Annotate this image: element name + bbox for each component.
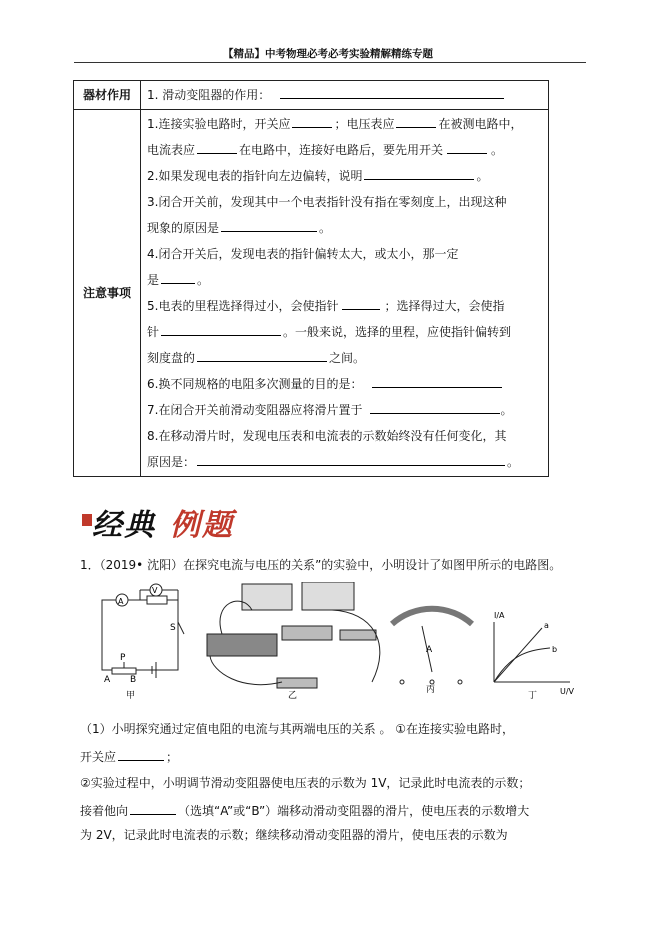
notes-table	[73, 80, 549, 477]
answer-blank[interactable]	[370, 399, 500, 414]
apparatus-yi	[207, 582, 380, 688]
section-title	[82, 500, 242, 542]
answer-blank[interactable]	[396, 113, 436, 128]
section-title-red: 例题	[170, 508, 234, 543]
note-line: 现象的原因是 。	[147, 215, 544, 241]
header-rule	[74, 62, 586, 63]
figure-ding-label: 丁	[528, 691, 538, 701]
note-line: 3.闭合开关前，发现其中一个电表指针没有指在零刻度上，出现这种	[147, 195, 507, 209]
note-line: 4.闭合开关后，发现电表的指针偏转太大，或太小，那一定	[147, 247, 459, 261]
terminal-b-label: B	[130, 675, 137, 685]
terminal-a-label: A	[104, 675, 111, 685]
note-line: 5.电表的里程选择得过小，会使指针 ；选择得过大，会使指	[147, 293, 544, 319]
row-content-equipment: 1. 滑动变阻器的作用：	[141, 81, 549, 110]
answer-blank[interactable]	[161, 269, 195, 284]
question-1-stem: 1．（2019• 沈阳）在探究电流与电压的关系”的实验中，小明设计了如图甲所示的电路图。	[80, 558, 562, 572]
note-line: 7.在闭合开关前滑动变阻器应将滑片置于 。	[147, 397, 544, 423]
answer-blank[interactable]	[447, 139, 487, 154]
answer-blank[interactable]	[130, 800, 176, 815]
note-line: 6.换不同规格的电阻多次测量的目的是：	[147, 371, 544, 397]
note-line: 1.连接实验电路时，开关应 ；电压表应 在被测电路中，	[147, 111, 544, 137]
note-line: 8.在移动滑片时，发现电压表和电流表的示数始终没有任何变化，其	[147, 429, 507, 443]
graph-x-label: U/V	[560, 687, 575, 696]
answer-blank[interactable]	[372, 373, 502, 388]
answer-blank[interactable]	[161, 321, 281, 336]
note-line: 针 。一般来说，选择的里程，应使指针偏转到	[147, 319, 544, 345]
ammeter-symbol-text: A	[118, 597, 124, 606]
answer-blank[interactable]	[342, 295, 380, 310]
switch-label: S	[170, 623, 176, 633]
note-line: 2.如果发现电表的指针向左边偏转，说明 。	[147, 163, 544, 189]
note-line: 刻度盘的 之间。	[147, 345, 544, 371]
table-row	[74, 110, 549, 477]
section-title-accent	[82, 514, 92, 526]
row-label-equipment: 器材作用	[74, 81, 141, 110]
figure-bing-label: 丙	[426, 685, 436, 695]
experiment-figure	[92, 582, 592, 702]
answer-blank[interactable]	[280, 84, 504, 99]
voltmeter-symbol-text: V	[152, 586, 158, 595]
note-line: 是 。	[147, 267, 544, 293]
row-label-notes: 注意事项	[74, 110, 141, 477]
answer-blank[interactable]	[364, 165, 474, 180]
question-1-part2-line2: 接着他向 （选填“A”或“B”）端移动滑动变阻器的滑片，使电压表的示数增大	[80, 800, 529, 819]
question-1-part2-line3: 为 2V，记录此时电流表的示数；继续移动滑动变阻器的滑片，使电压表的示数为	[80, 828, 508, 842]
series-a-label: a	[544, 621, 549, 630]
note-line: 原因是： 。	[147, 449, 544, 475]
question-1-part1-switch: 开关应 ；	[80, 746, 178, 765]
question-1-part1: （1）小明探究通过定值电阻的电流与其两端电压的关系 。 ①在连接实验电路时，	[80, 722, 515, 736]
graph-y-label: I/A	[494, 611, 505, 620]
graph-ding	[494, 622, 570, 682]
answer-blank[interactable]	[197, 347, 327, 362]
answer-blank[interactable]	[292, 113, 332, 128]
answer-blank[interactable]	[118, 746, 164, 761]
figure-yi-label: 乙	[288, 691, 298, 701]
question-1-part2-line1: ②实验过程中，小明调节滑动变阻器使电压表的示数为 1V，记录此时电流表的示数；	[80, 776, 531, 790]
answer-blank[interactable]	[197, 139, 237, 154]
row-content-notes	[141, 110, 549, 477]
page-header: 【精品】中考物理必考必考实验精解精练专题	[223, 48, 433, 60]
section-title-black: 经典	[92, 508, 156, 543]
answer-blank[interactable]	[197, 451, 505, 466]
answer-blank[interactable]	[221, 217, 317, 232]
note-line: 电流表应 在电路中，连接好电路后，要先用开关 。	[147, 137, 544, 163]
slider-label: P	[120, 653, 126, 663]
figure-jia-label: 甲	[126, 691, 136, 701]
table-row	[74, 81, 549, 110]
meter-a-label: A	[426, 645, 433, 655]
circuit-diagrams	[92, 582, 592, 702]
series-b-label: b	[552, 645, 558, 654]
